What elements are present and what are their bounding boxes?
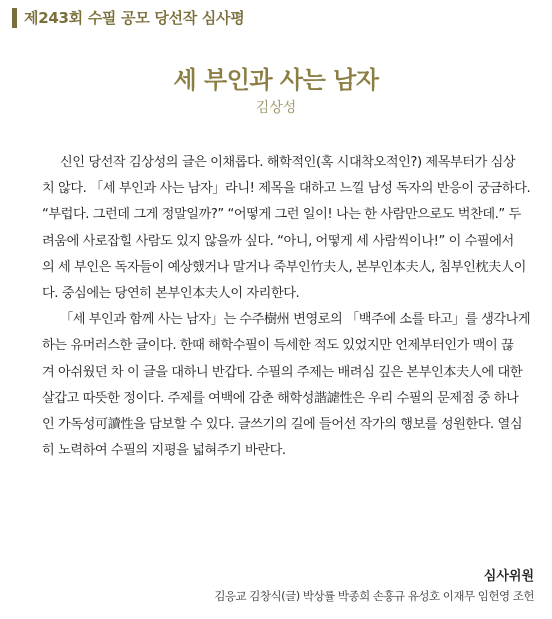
- body-line: 살갑고 따뜻한 정이다. 주제를 여백에 감춘 해학성諧謔性은 우리 수필의 문제점 중 하나: [42, 390, 519, 406]
- body-line: 려움에 사로잡힐 사람도 있지 않을까 싶다. “아니, 어떻게 세 사람씩이나!” 이 수필에서: [42, 233, 514, 249]
- body-line: 히 노력하여 수필의 지평을 넓혀주기 바란다.: [42, 443, 286, 459]
- body-line: 겨 아쉬웠던 차 이 글을 대하니 반갑다. 수필의 주제는 배려심 깊은 본부인本夫人에 대한: [42, 364, 523, 380]
- body-line: 신인 당선작 김상성의 글은 이채롭다. 해학적인(혹 시대착오적인?) 제목부터가 심상: [60, 155, 516, 170]
- header-accent-bar: [12, 8, 17, 28]
- body-line: 하는 유머러스한 글이다. 한때 해학수필이 득세한 적도 있었지만 언제부터인가 맥이 끊: [42, 338, 514, 354]
- body-line: 의 세 부인은 독자들이 예상했거나 말거나 죽부인竹夫人, 본부인本夫人, 침부인枕夫人이: [42, 259, 526, 275]
- judges-title: 심사위원: [483, 569, 534, 584]
- judges-names: 김응교 김창식(글) 박상률 박종희 손훙규 유성호 이재무 임헌영 조헌: [214, 589, 534, 603]
- body-line: 다. 중심에는 당연히 본부인本夫人이 자리한다.: [42, 285, 300, 301]
- body-line: 치 않다. 「세 부인과 사는 남자」라니! 제목을 대하고 느낄 남성 독자의 반응이 궁금하다.: [42, 181, 531, 197]
- body-line: “부럽다. 그런데 그게 정말일까?” “어떻게 그런 일이! 나는 한 사람만으로도 벅찬데.” 두: [42, 207, 521, 223]
- article-author: 김상성: [255, 100, 297, 116]
- article-title: 세 부인과 사는 남자: [173, 66, 379, 94]
- section-header: 제243회 수필 공모 당선작 심사평: [24, 9, 245, 27]
- body-line: 인 가독성可讀性을 담보할 수 있다. 글쓰기의 길에 들어선 작가의 행보를 성원한다. 열심: [42, 416, 523, 432]
- article-body: [42, 150, 538, 464]
- body-line: 「세 부인과 함께 사는 남자」는 수주樹州 변영로의 「백주에 소를 타고」를 생각나게: [60, 312, 531, 328]
